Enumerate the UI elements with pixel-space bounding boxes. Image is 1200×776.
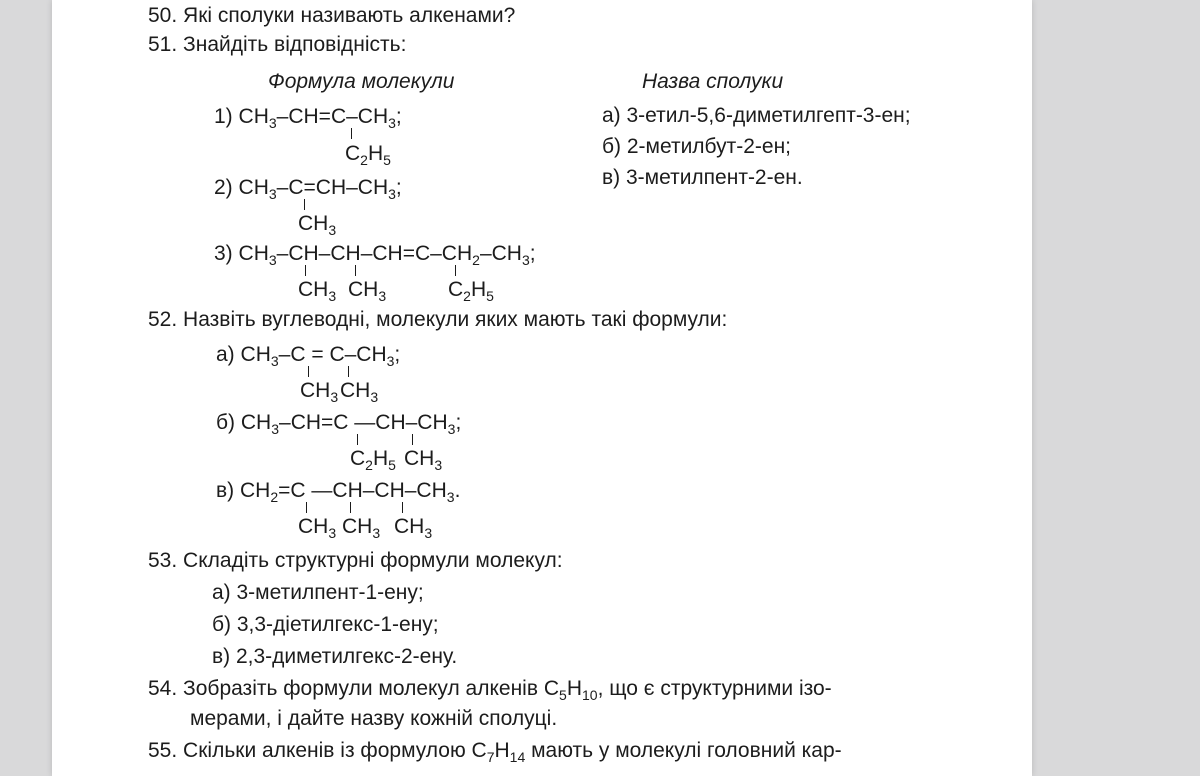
q52-formula-b-branch-2: $CH_3$: [404, 447, 443, 473]
q51-formula-2: 2) $CH_3-C=CH-CH_3$;: [214, 176, 402, 202]
bond-line: [306, 502, 307, 513]
q51-formula-1-branch: $C_2H_5$: [345, 142, 391, 168]
bond-line: [304, 199, 305, 210]
q51-formula-3-branch-3: $C_2H_5$: [448, 278, 494, 304]
bond-line: [305, 265, 306, 276]
q51-name-b: б) 2-метилбут-2-ен;: [602, 135, 792, 158]
q51-formula-3-branch-2: $CH_3$: [348, 278, 387, 304]
q51-formula-3-branch-1: $CH_3$: [298, 278, 337, 304]
q51-formula-1: 1) $CH_3-CH=C-CH_3$;: [214, 105, 402, 131]
q52-formula-b-branch-1: $C_2H_5$: [350, 447, 396, 473]
bond-line: [455, 265, 456, 276]
question-50: 50. Які сполуки називають алкенами?: [148, 4, 516, 27]
q51-name-c: в) 3-метилпент-2-ен.: [602, 166, 803, 189]
question-55: 55. Скільки алкенів із формулою $C_7H_{14}$ мають у молекулі головний кар-: [148, 739, 842, 765]
q53-item-a: а) 3-метилпент-1-ену;: [212, 581, 424, 604]
q51-formula-3: 3) $CH_3-CH-CH-CH=C-CH_2-CH_3$;: [214, 242, 536, 268]
question-52: 52. Назвіть вуглеводні, молекули яких мають такі формули:: [148, 308, 728, 331]
bond-line: [402, 502, 403, 513]
q52-formula-a-branch-1: $CH_3$: [300, 379, 339, 405]
q52-formula-a: а) $CH_3-C = C-CH_3$;: [216, 343, 401, 369]
q52-formula-c-branch-3: $CH_3$: [394, 515, 433, 541]
bond-line: [357, 434, 358, 445]
column-header-formula: Формула молекули: [268, 70, 455, 93]
q52-formula-c-branch-2: $CH_3$: [342, 515, 381, 541]
q51-name-a: а) 3-етил-5,6-диметилгепт-3-ен;: [602, 104, 911, 127]
question-51: 51. Знайдіть відповідність:: [148, 33, 407, 56]
q52-formula-b: б) $CH_3-CH=C$ $—CH-CH_3$;: [216, 411, 462, 437]
q53-item-b: б) 3,3-діетилгекс-1-ену;: [212, 613, 439, 636]
q51-formula-2-branch: $CH_3$: [298, 212, 337, 238]
q52-formula-c-branch-1: $CH_3$: [298, 515, 337, 541]
bond-line: [351, 128, 352, 139]
question-53: 53. Складіть структурні формули молекул:: [148, 549, 563, 572]
bond-line: [350, 502, 351, 513]
bond-line: [412, 434, 413, 445]
q52-formula-a-branch-2: $CH_3$: [340, 379, 379, 405]
q53-item-c: в) 2,3-диметилгекс-2-ену.: [212, 645, 458, 668]
bond-line: [355, 265, 356, 276]
question-54-line-2: мерами, і дайте назву кожній сполуці.: [190, 707, 558, 730]
bond-line: [348, 366, 349, 377]
q52-formula-c: в) $CH_2=C$ $—CH-CH-CH_3$.: [216, 479, 461, 505]
column-header-name: Назва сполуки: [642, 70, 784, 93]
question-54: 54. Зобразіть формули молекул алкенів $C_5H_{10}$, що є структурними ізо-: [148, 677, 832, 703]
bond-line: [308, 366, 309, 377]
